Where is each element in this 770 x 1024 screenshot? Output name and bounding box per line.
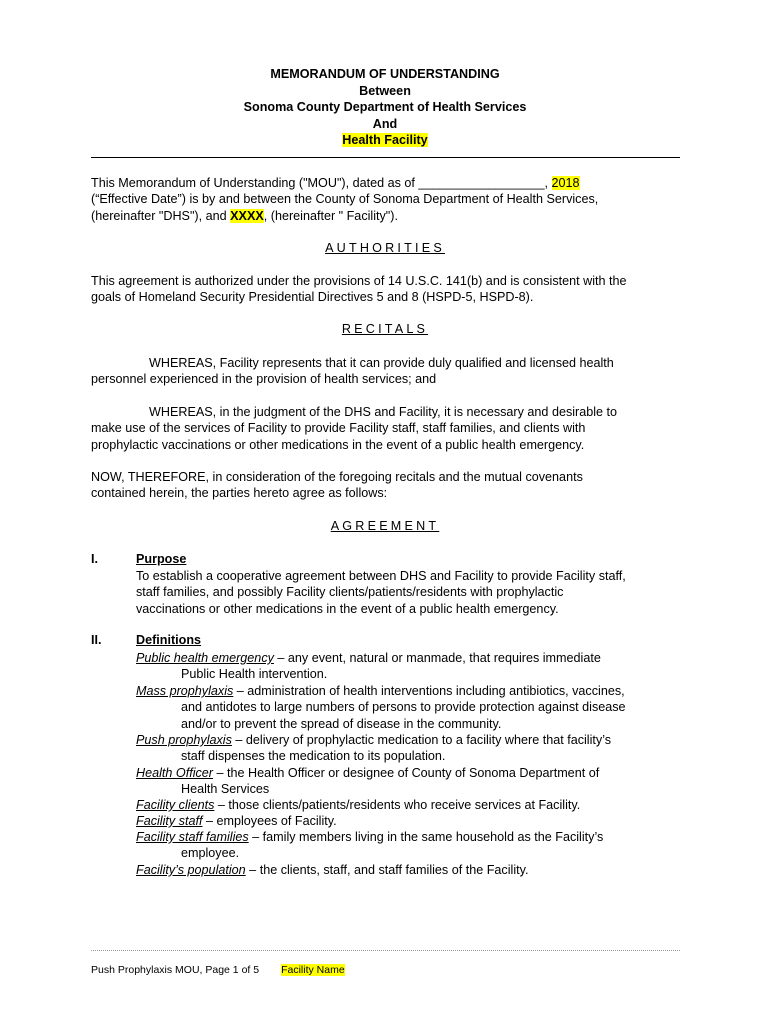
year-highlight: 2018 <box>551 176 580 190</box>
definition-text-cont: Health Services <box>181 782 270 797</box>
section-1-line-1: To establish a cooperative agreement between DHS and Facility to provide Facility staff, <box>136 569 626 583</box>
recitals-heading: RECITALS <box>341 322 429 336</box>
section-1-body <box>136 568 696 617</box>
title-line-2: Between <box>359 83 411 98</box>
definition-text: – administration of health interventions including antibiotics, vaccines, <box>233 684 625 698</box>
definition-facility-staff-families <box>136 829 603 862</box>
section-2-number: II. <box>91 633 102 647</box>
definition-text: – the Health Officer or designee of County of Sonoma Department of <box>213 766 600 780</box>
intro-paragraph <box>91 175 691 224</box>
definition-text-cont: and/or to prevent the spread of disease in the community. <box>181 716 502 731</box>
definition-term: Facility clients <box>136 798 215 812</box>
definition-term: Public health emergency <box>136 651 274 665</box>
definition-text-cont: Public Health intervention. <box>181 667 328 682</box>
recital-2-line-3: prophylactic vaccinations or other medications in the event of a public health emergency. <box>91 437 585 452</box>
definition-term: Facility staff families <box>136 830 249 844</box>
definition-text: – employees of Facility. <box>202 814 337 828</box>
intro-line-1: This Memorandum of Understanding ("MOU"), dated as of __________________, <box>91 176 552 190</box>
intro-line-3a: (hereinafter "DHS"), and <box>91 208 231 223</box>
title-line-3: Sonoma County Department of Health Services <box>243 100 527 114</box>
definition-text: – delivery of prophylactic medication to a facility where that facility’s <box>231 733 612 747</box>
footer-divider <box>91 950 680 951</box>
definition-text-cont: and antidotes to large numbers of persons to provide protection against disease <box>181 700 626 715</box>
definition-text-cont: employee. <box>181 846 240 861</box>
section-1-line-3: vaccinations or other medications in the event of a public health emergency. <box>136 601 559 616</box>
intro-line-3c: , (hereinafter " Facility"). <box>263 208 398 223</box>
definition-term: Facility’s population <box>136 863 246 877</box>
authorities-line-2: goals of Homeland Security Presidential Directives 5 and 8 (HSPD-5, HSPD-8). <box>91 290 534 305</box>
definition-mass-prophylaxis <box>136 683 626 732</box>
definition-term: Mass prophylaxis <box>136 684 234 698</box>
recital-paragraph-1 <box>91 355 691 388</box>
definition-text: – the clients, staff, and staff families of the Facility. <box>245 863 529 877</box>
recital-1-line-1: WHEREAS, Facility represents that it can provide duly qualified and licensed health <box>149 356 614 370</box>
agreement-heading: AGREEMENT <box>330 519 440 533</box>
title-line-4: And <box>372 116 398 131</box>
definition-text: – any event, natural or manmade, that requires immediate <box>273 651 601 665</box>
definition-text: – family members living in the same household as the Facility’s <box>248 830 604 844</box>
definition-facility-clients <box>136 797 580 813</box>
definition-facility-staff <box>136 813 337 829</box>
title-divider <box>91 157 680 158</box>
section-1-number: I. <box>91 552 98 566</box>
footer-page-label: Push Prophylaxis MOU, Page 1 of 5 <box>91 964 260 976</box>
definition-term: Push prophylaxis <box>136 733 232 747</box>
recital-paragraph-2 <box>91 404 691 453</box>
definition-term: Health Officer <box>136 766 213 780</box>
title-line-5 <box>0 132 770 149</box>
recital-2-line-1: WHEREAS, in the judgment of the DHS and Facility, it is necessary and desirable to <box>149 405 618 419</box>
section-2-title: Definitions <box>136 633 202 647</box>
recital-2-line-2: make use of the services of Facility to provide Facility staff, staff families, and clients with <box>91 421 586 436</box>
title-line-1: MEMORANDUM OF UNDERSTANDING <box>270 67 500 81</box>
section-1-title: Purpose <box>136 552 187 566</box>
authorities-heading: AUTHORITIES <box>325 241 445 255</box>
recital-1-line-2: personnel experienced in the provision of health services; and <box>91 372 437 387</box>
facility-highlight: Health Facility <box>342 133 428 147</box>
page-footer <box>91 964 345 976</box>
authorities-line-1: This agreement is authorized under the provisions of 14 U.S.C. 141(b) and is consistent with the <box>91 274 627 288</box>
definition-public-health-emergency <box>136 650 601 683</box>
authorities-paragraph <box>91 273 691 306</box>
recital-3-line-1: NOW, THEREFORE, in consideration of the foregoing recitals and the mutual covenants <box>91 470 583 484</box>
definition-facility-population <box>136 862 528 878</box>
footer-facility-name: Facility Name <box>281 964 345 976</box>
document-title <box>0 66 770 149</box>
recital-paragraph-3 <box>91 469 691 502</box>
definition-term: Facility staff <box>136 814 203 828</box>
section-1-line-2: staff families, and possibly Facility clients/patients/residents with prophylactic <box>136 585 564 600</box>
definition-push-prophylaxis <box>136 732 611 765</box>
intro-line-2: (“Effective Date”) is by and between the County of Sonoma Department of Health Services, <box>91 192 599 207</box>
recital-3-line-2: contained herein, the parties hereto agree as follows: <box>91 486 388 501</box>
definition-text-cont: staff dispenses the medication to its population. <box>181 749 446 764</box>
definition-health-officer <box>136 765 599 798</box>
definition-text: – those clients/patients/residents who receive services at Facility. <box>214 798 581 812</box>
party-placeholder-highlight: XXXX <box>230 208 264 223</box>
